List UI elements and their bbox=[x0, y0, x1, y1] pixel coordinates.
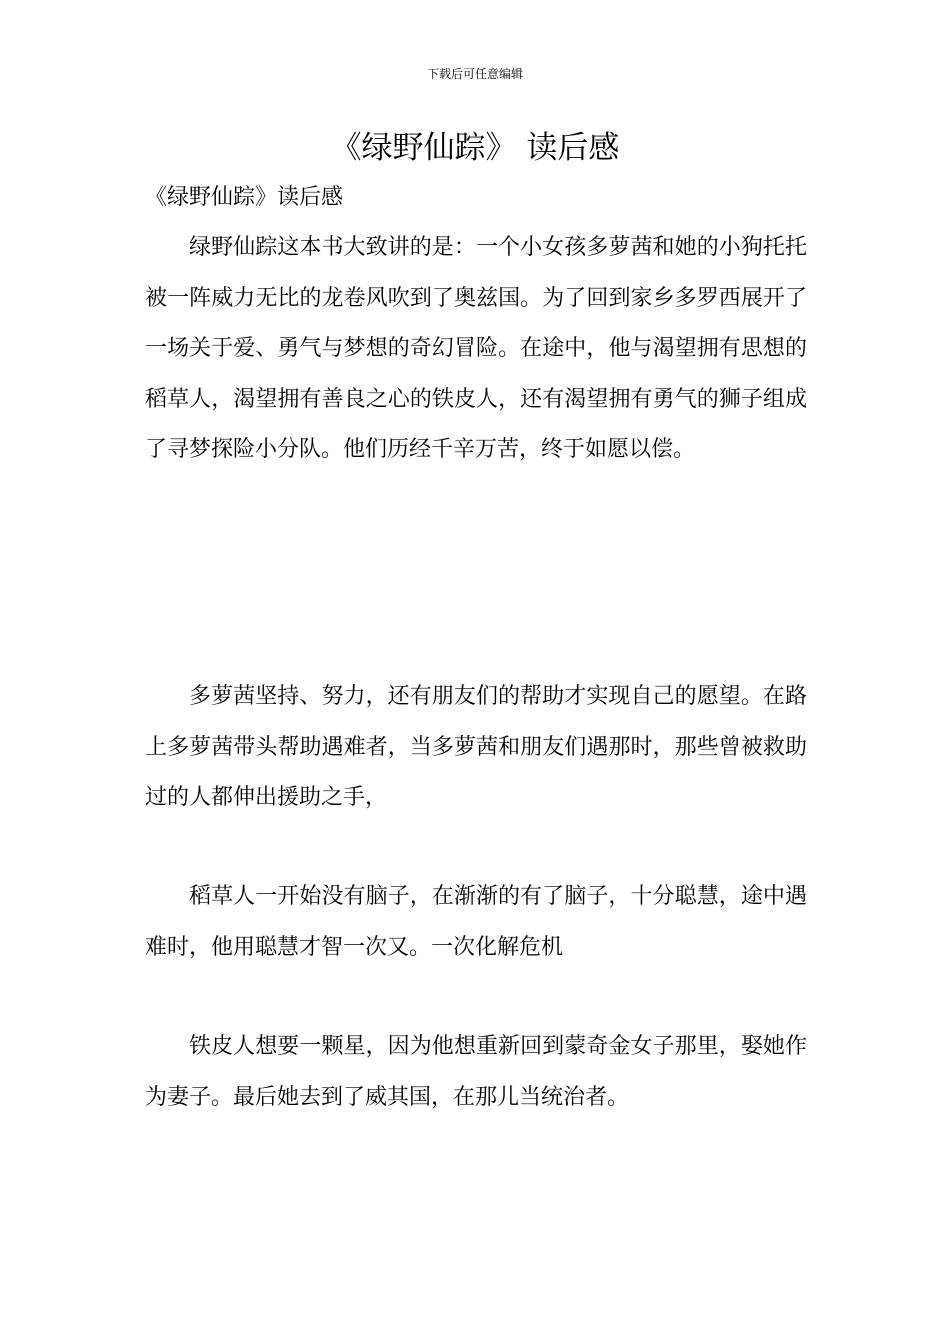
paragraph-scarecrow: 稻草人一开始没有脑子，在渐渐的有了脑子，十分聪慧，途中遇难时，他用聪慧才智一次又。一次化解危机 bbox=[145, 884, 807, 960]
subtitle: 《绿野仙踪》读后感 bbox=[145, 185, 344, 210]
header-note: 下载后可任意编辑 bbox=[426, 67, 523, 81]
page-title: 《绿野仙踪》 读后感 bbox=[330, 130, 620, 166]
paragraph-summary: 绿野仙踪这本书大致讲的是：一个小女孩多萝茜和她的小狗托托被一阵威力无比的龙卷风吹到了奥兹国。为了回到家乡多罗西展开了一场关于爱、勇气与梦想的奇幻冒险。在途中，他与渴望拥有思想的稻草人，渴望拥有善良之心的铁皮人，还有渴望拥有勇气的狮子组成了寻梦探险小分队。他们历经千辛万苦，终于如愿以偿。 bbox=[145, 235, 807, 462]
paragraph-tin-man: 铁皮人想要一颗星，因为他想重新回到蒙奇金女子那里，娶她作为妻子。最后她去到了威其国，在那儿当统治者。 bbox=[145, 1034, 807, 1110]
paragraph-dorothy: 多萝茜坚持、努力，还有朋友们的帮助才实现自己的愿望。在路上多萝茜带头帮助遇难者，当多萝茜和朋友们遇那时，那些曾被救助过的人都伸出援助之手， bbox=[145, 684, 807, 810]
